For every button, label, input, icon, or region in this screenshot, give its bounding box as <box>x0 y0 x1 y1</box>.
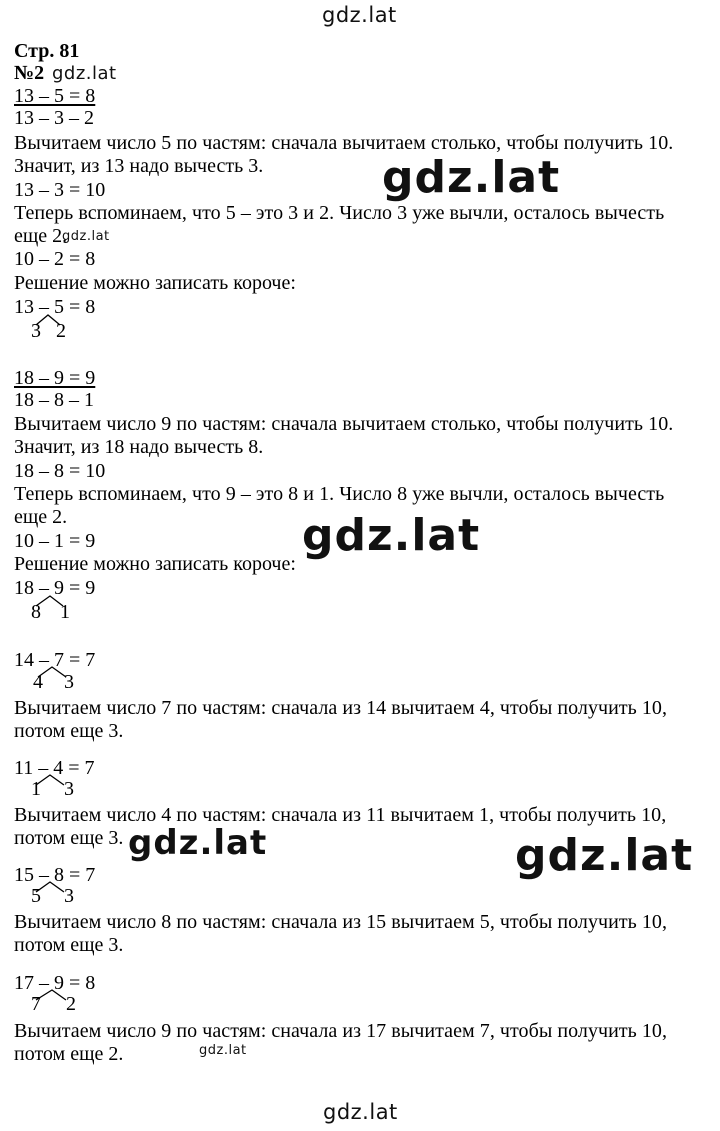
block5-part-b: 3 <box>64 885 74 907</box>
block1-expression: 13 – 3 – 2 <box>14 107 94 129</box>
block2-paragraph-1: Вычитаем число 9 по частям: сначала вычитаем столько, чтобы получить 10. <box>14 413 674 435</box>
block2-part-b: 1 <box>60 601 70 623</box>
block4-part-b: 3 <box>64 778 74 800</box>
watermark-top: gdz.lat <box>322 3 397 27</box>
block2-short-equation: 18 – 9 = 9 <box>14 577 96 599</box>
block3-part-a: 4 <box>33 671 43 693</box>
watermark-large-4: gdz.lat <box>515 830 694 881</box>
block1-step-2: 10 – 2 = 8 <box>14 248 96 270</box>
block2-part-a: 8 <box>31 601 41 623</box>
block6-equation: 17 – 9 = 8 <box>14 972 96 994</box>
watermark-large-2: gdz.lat <box>302 510 481 561</box>
block5-paragraph-1: Вычитаем число 8 по частям: сначала из 15 вычитаем 5, чтобы получить 10, <box>14 911 668 933</box>
block2-equation: 18 – 9 = 9 <box>14 367 96 389</box>
block1-paragraph-4: еще 2. <box>14 225 68 247</box>
block1-paragraph-2: Значит, из 13 надо вычесть 3. <box>14 155 264 177</box>
block1-part-a: 3 <box>31 320 41 342</box>
block4-paragraph-1: Вычитаем число 4 по частям: сначала из 11 вычитаем 1, чтобы получить 10, <box>14 804 667 826</box>
block1-step-1: 13 – 3 = 10 <box>14 179 106 201</box>
block1-paragraph-1: Вычитаем число 5 по частям: сначала вычитаем столько, чтобы получить 10. <box>14 132 674 154</box>
block1-paragraph-3: Теперь вспоминаем, что 5 – это 3 и 2. Число 3 уже вычли, осталось вычесть <box>14 202 665 224</box>
watermark-large-1: gdz.lat <box>382 152 561 203</box>
block5-part-a: 5 <box>31 885 41 907</box>
watermark-small-bottom: gdz.lat <box>199 1043 247 1058</box>
block3-equation: 14 – 7 = 7 <box>14 649 96 671</box>
page-title: Стр. 81 <box>14 40 80 62</box>
block4-equation: 11 – 4 = 7 <box>14 757 95 779</box>
exercise-number: №2 <box>14 62 45 84</box>
block2-step-1: 18 – 8 = 10 <box>14 460 106 482</box>
block2-paragraph-4: еще 2. <box>14 506 68 528</box>
block5-paragraph-2: потом еще 3. <box>14 934 124 956</box>
watermark-small-eshe: gdz.lat <box>62 229 110 244</box>
block1-part-b: 2 <box>56 320 66 342</box>
block6-part-b: 2 <box>66 993 76 1015</box>
block1-short-equation: 13 – 5 = 8 <box>14 296 96 318</box>
block5-equation: 15 – 8 = 7 <box>14 864 96 886</box>
watermark-large-3: gdz.lat <box>128 823 268 863</box>
block1-paragraph-5: Решение можно записать короче: <box>14 272 296 294</box>
watermark-after-number: gdz.lat <box>52 63 117 84</box>
block6-paragraph-2: потом еще 2. <box>14 1043 124 1065</box>
block6-part-a: 7 <box>31 993 41 1015</box>
block2-paragraph-3: Теперь вспоминаем, что 9 – это 8 и 1. Число 8 уже вычли, осталось вычесть <box>14 483 665 505</box>
block3-paragraph-2: потом еще 3. <box>14 720 124 742</box>
block4-part-a: 1 <box>31 778 41 800</box>
block3-paragraph-1: Вычитаем число 7 по частям: сначала из 14 вычитаем 4, чтобы получить 10, <box>14 697 668 719</box>
block6-paragraph-1: Вычитаем число 9 по частям: сначала из 17 вычитаем 7, чтобы получить 10, <box>14 1020 668 1042</box>
block4-paragraph-2: потом еще 3. <box>14 827 124 849</box>
block3-part-b: 3 <box>64 671 74 693</box>
watermark-bottom: gdz.lat <box>323 1100 398 1124</box>
block1-equation: 13 – 5 = 8 <box>14 85 96 107</box>
block2-step-2: 10 – 1 = 9 <box>14 530 96 552</box>
block2-paragraph-2: Значит, из 18 надо вычесть 8. <box>14 436 264 458</box>
block2-expression: 18 – 8 – 1 <box>14 389 94 411</box>
block2-paragraph-5: Решение можно записать короче: <box>14 553 296 575</box>
